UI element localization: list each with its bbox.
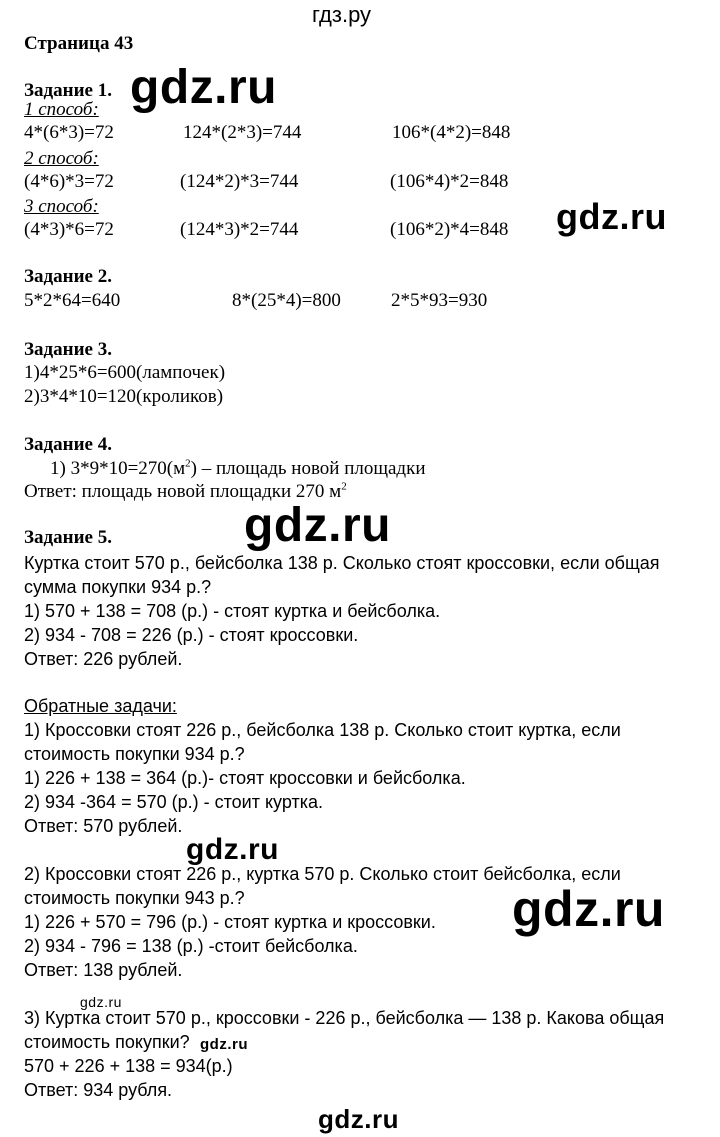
inverse-p3-line1: 3) Куртка стоит 570 р., кроссовки - 226 р., бейсболка — 138 р. Какова общая <box>24 1008 665 1028</box>
task2-item1: 5*2*64=640 <box>24 290 121 311</box>
task4-line1 <box>50 458 425 480</box>
task4-answer-sup: 2 <box>341 480 347 493</box>
inverse-p3-line3: 570 + 226 + 138 = 934(р.) <box>24 1056 233 1076</box>
watermark-logo-3: gdz.ru <box>244 499 391 552</box>
task4-line1-suffix: ) – площадь новой площадки <box>190 458 426 479</box>
inverse-p2-line3: 1) 226 + 570 = 796 (р.) - стоят куртка и кроссовки. <box>24 912 436 932</box>
task1-method1-label: 1 способ: <box>24 99 99 120</box>
task1-method3-item1: (4*3)*6=72 <box>24 219 114 240</box>
inverse-p1-line4: 2) 934 -364 = 570 (р.) - стоит куртка. <box>24 792 323 812</box>
task4-answer-prefix: Ответ: площадь новой площадки 270 м <box>24 481 342 502</box>
inverse-p1-line2: стоимость покупки 934 р.? <box>24 744 245 764</box>
task1-method2-item3: (106*4)*2=848 <box>390 171 509 192</box>
task5-line2: сумма покупки 934 р.? <box>24 577 212 597</box>
watermark-logo-2: gdz.ru <box>556 196 667 237</box>
task3-line2: 2)3*4*10=120(кроликов) <box>24 386 224 407</box>
page-title: Страница 43 <box>24 33 134 54</box>
task5-answer: Ответ: 226 рублей. <box>24 649 183 669</box>
task5-line4: 2) 934 - 708 = 226 (р.) - стоят кроссовки. <box>24 625 359 645</box>
task4-line1-sup: 2 <box>185 457 191 470</box>
watermark-logo-7: gdz.ru <box>200 1036 248 1053</box>
task2-item3: 2*5*93=930 <box>391 290 488 311</box>
task1-title: Задание 1. <box>24 80 112 101</box>
inverse-p3-line2: стоимость покупки? <box>24 1032 190 1052</box>
inverse-p2-line4: 2) 934 - 796 = 138 (р.) -стоит бейсболка. <box>24 936 358 956</box>
inverse-p1-answer: Ответ: 570 рублей. <box>24 816 183 836</box>
watermark-logo-1: gdz.ru <box>130 61 277 114</box>
site-header: гдз.ру <box>312 2 372 27</box>
task4-line1-prefix: 1) 3*9*10=270(м <box>50 458 186 479</box>
task3-line1: 1)4*25*6=600(лампочек) <box>24 362 226 383</box>
task3-title: Задание 3. <box>24 339 112 360</box>
inverse-p1-line3: 1) 226 + 138 = 364 (р.)- стоят кроссовки и бейсболка. <box>24 768 466 788</box>
task1-method2-item2: (124*2)*3=744 <box>180 171 299 192</box>
task4-title: Задание 4. <box>24 434 112 455</box>
task1-method2-item1: (4*6)*3=72 <box>24 171 114 192</box>
task1-method3-item3: (106*2)*4=848 <box>390 219 509 240</box>
task1-method3-item2: (124*3)*2=744 <box>180 219 299 240</box>
watermark-logo-4: gdz.ru <box>186 833 279 866</box>
inverse-p2-line2: стоимость покупки 943 р.? <box>24 888 245 908</box>
inverse-p3-answer: Ответ: 934 рубля. <box>24 1080 173 1100</box>
inverse-p1-line1: 1) Кроссовки стоят 226 р., бейсболка 138 р. Сколько стоит куртка, если <box>24 720 621 740</box>
task5-line3: 1) 570 + 138 = 708 (р.) - стоят куртка и бейсболка. <box>24 601 441 621</box>
task1-method2-label: 2 способ: <box>24 148 99 169</box>
task1-method1-item2: 124*(2*3)=744 <box>183 122 302 143</box>
watermark-logo-5: gdz.ru <box>512 881 665 937</box>
task2-title: Задание 2. <box>24 266 112 287</box>
task5-title: Задание 5. <box>24 527 112 548</box>
watermark-logo-6: gdz.ru <box>80 994 122 1010</box>
task5-line1: Куртка стоит 570 р., бейсболка 138 р. Сколько стоят кроссовки, если общая <box>24 553 660 573</box>
task1-method1-item3: 106*(4*2)=848 <box>392 122 511 143</box>
inverse-p2-line1: 2) Кроссовки стоят 226 р., куртка 570 р. Сколько стоит бейсболка, если <box>24 864 621 884</box>
task1-method3-label: 3 способ: <box>24 196 99 217</box>
inverse-p2-answer: Ответ: 138 рублей. <box>24 960 183 980</box>
watermark-logo-8: gdz.ru <box>318 1104 399 1134</box>
inverse-title: Обратные задачи: <box>24 696 177 716</box>
task1-method1-item1: 4*(6*3)=72 <box>24 122 114 143</box>
task2-item2: 8*(25*4)=800 <box>232 290 341 311</box>
